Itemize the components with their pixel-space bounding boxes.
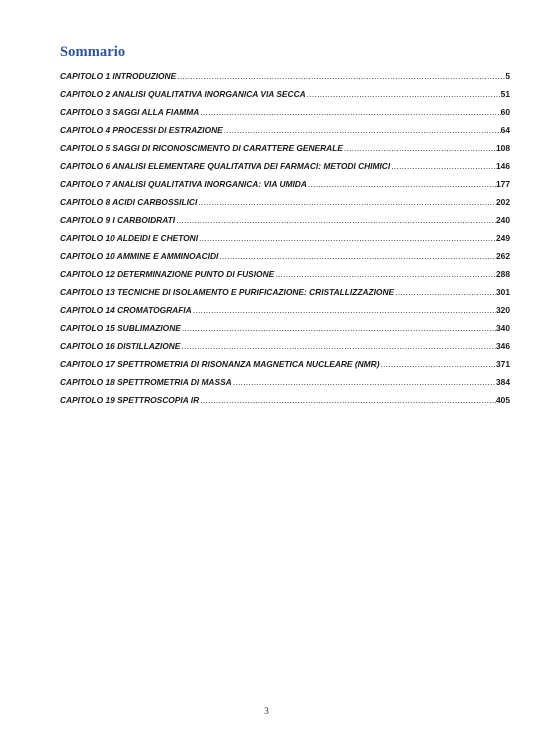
toc-entry[interactable] — [60, 391, 510, 409]
toc-entry[interactable] — [60, 103, 510, 121]
toc-entry[interactable] — [60, 229, 510, 247]
toc-dot-leader — [181, 319, 496, 337]
toc-entry-title: CAPITOLO 14 CROMATOGRAFIA — [60, 305, 192, 315]
toc-entry-title: CAPITOLO 8 ACIDI CARBOSSILICI — [60, 197, 198, 207]
table-of-contents — [60, 67, 510, 409]
toc-dot-leader — [197, 193, 496, 211]
toc-entry-page: 240 — [496, 215, 510, 225]
toc-entry[interactable] — [60, 121, 510, 139]
toc-entry-title: CAPITOLO 10 AMMINE E AMMINOACIDI — [60, 251, 219, 261]
toc-dot-leader — [232, 373, 496, 391]
toc-entry-title: CAPITOLO 9 I CARBOIDRATI — [60, 215, 176, 225]
toc-entry[interactable] — [60, 373, 510, 391]
toc-entry[interactable] — [60, 193, 510, 211]
toc-dot-leader — [343, 139, 496, 157]
toc-entry[interactable] — [60, 265, 510, 283]
toc-dot-leader — [176, 67, 505, 85]
toc-entry-page: 249 — [496, 233, 510, 243]
toc-entry-title: CAPITOLO 16 DISTILLAZIONE — [60, 341, 181, 351]
toc-heading: Sommario — [60, 44, 126, 60]
toc-entry[interactable] — [60, 283, 510, 301]
toc-entry-page: 384 — [496, 377, 510, 387]
toc-entry-title: CAPITOLO 13 TECNICHE DI ISOLAMENTO E PURIFICAZIONE: CRISTALLIZZAZIONE — [60, 287, 395, 297]
toc-entry[interactable] — [60, 301, 510, 319]
toc-entry-title: CAPITOLO 15 SUBLIMAZIONE — [60, 323, 181, 333]
toc-entry-title: CAPITOLO 17 SPETTROMETRIA DI RISONANZA MAGNETICA NUCLEARE (NMR) — [60, 359, 380, 369]
toc-entry-title: CAPITOLO 19 SPETTROSCOPIA IR — [60, 395, 200, 405]
toc-entry[interactable] — [60, 337, 510, 355]
toc-entry[interactable] — [60, 67, 510, 85]
toc-entry-page: 146 — [496, 161, 510, 171]
toc-entry-page: 202 — [496, 197, 510, 207]
toc-entry[interactable] — [60, 175, 510, 193]
toc-dot-leader — [274, 265, 496, 283]
toc-entry-page: 320 — [496, 305, 510, 315]
toc-entry-page: 288 — [496, 269, 510, 279]
toc-dot-leader — [199, 103, 500, 121]
toc-entry-page: 5 — [505, 71, 510, 81]
toc-dot-leader — [390, 157, 496, 175]
toc-entry-title: CAPITOLO 7 ANALISI QUALITATIVA INORGANICA: VIA UMIDA — [60, 179, 307, 189]
toc-entry-title: CAPITOLO 6 ANALISI ELEMENTARE QUALITATIVA DEI FARMACI: METODI CHIMICI — [60, 161, 391, 171]
toc-dot-leader — [199, 391, 496, 409]
toc-entry-title: CAPITOLO 5 SAGGI DI RICONOSCIMENTO DI CARATTERE GENERALE — [60, 143, 343, 153]
toc-entry[interactable] — [60, 247, 510, 265]
toc-entry-page: 177 — [496, 179, 510, 189]
toc-entry-title: CAPITOLO 12 DETERMINAZIONE PUNTO DI FUSIONE — [60, 269, 275, 279]
toc-entry-title: CAPITOLO 4 PROCESSI DI ESTRAZIONE — [60, 125, 223, 135]
toc-entry[interactable] — [60, 211, 510, 229]
toc-entry-title: CAPITOLO 1 INTRODUZIONE — [60, 71, 177, 81]
toc-entry[interactable] — [60, 139, 510, 157]
toc-dot-leader — [218, 247, 496, 265]
toc-entry-title: CAPITOLO 10 ALDEIDI E CHETONI — [60, 233, 199, 243]
toc-entry-page: 262 — [496, 251, 510, 261]
toc-dot-leader — [223, 121, 501, 139]
toc-dot-leader — [192, 301, 496, 319]
toc-dot-leader — [394, 283, 496, 301]
toc-entry-page: 60 — [500, 107, 510, 117]
page-number: 3 — [264, 706, 269, 716]
toc-dot-leader — [175, 211, 496, 229]
toc-entry[interactable] — [60, 319, 510, 337]
toc-entry-page: 51 — [500, 89, 510, 99]
toc-dot-leader — [180, 337, 496, 355]
toc-dot-leader — [198, 229, 496, 247]
toc-dot-leader — [306, 85, 501, 103]
toc-dot-leader — [380, 355, 497, 373]
toc-entry-page: 405 — [496, 395, 510, 405]
toc-entry[interactable] — [60, 355, 510, 373]
toc-entry[interactable] — [60, 157, 510, 175]
toc-entry-page: 371 — [496, 359, 510, 369]
toc-entry-title: CAPITOLO 18 SPETTROMETRIA DI MASSA — [60, 377, 232, 387]
toc-entry-page: 64 — [500, 125, 510, 135]
toc-entry-page: 301 — [496, 287, 510, 297]
toc-dot-leader — [307, 175, 496, 193]
toc-entry-title: CAPITOLO 3 SAGGI ALLA FIAMMA — [60, 107, 200, 117]
toc-entry[interactable] — [60, 85, 510, 103]
toc-entry-page: 340 — [496, 323, 510, 333]
toc-entry-title: CAPITOLO 2 ANALISI QUALITATIVA INORGANICA VIA SECCA — [60, 89, 306, 99]
toc-entry-page: 108 — [496, 143, 510, 153]
toc-entry-page: 346 — [496, 341, 510, 351]
